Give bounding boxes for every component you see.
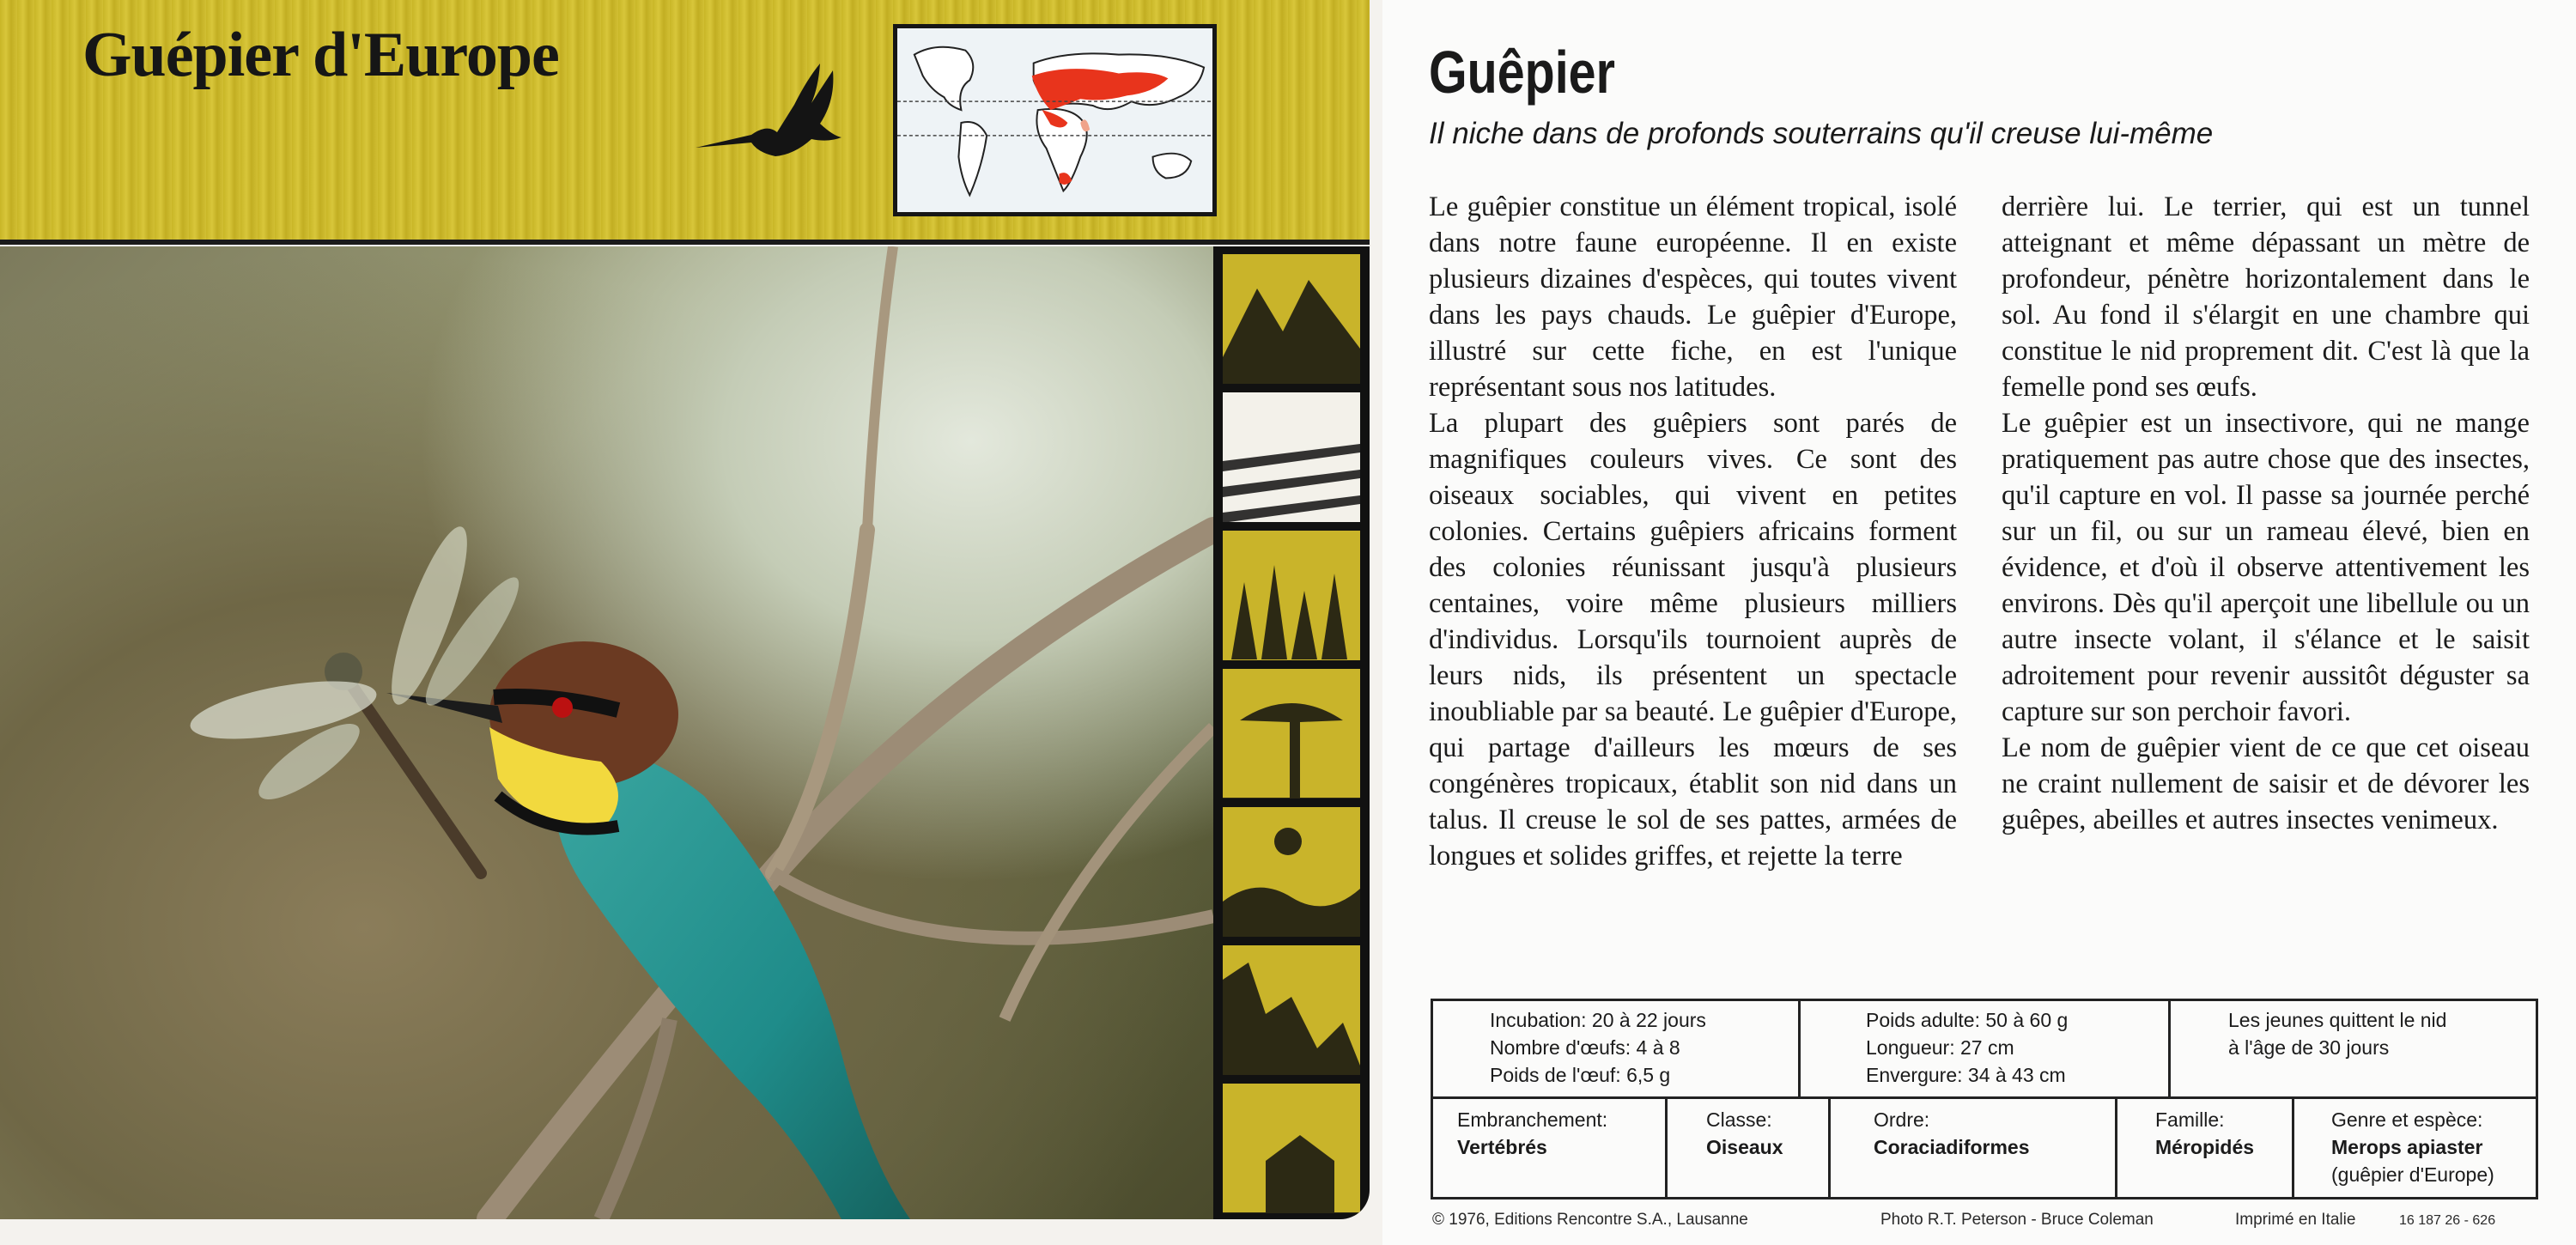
world-map-icon — [893, 24, 1217, 216]
habitat-panel-forest — [1220, 528, 1363, 663]
fact-value: Vertébrés — [1457, 1136, 1547, 1158]
back-title: Guêpier — [1429, 39, 1615, 106]
fact-young-line1: Les jeunes quittent le nid — [2228, 1009, 2447, 1031]
fact-value: Coraciadiformes — [1874, 1136, 2030, 1158]
table-divider — [1828, 1096, 1831, 1197]
text-column-right — [2002, 189, 2530, 838]
habitat-panel-fields — [1220, 390, 1363, 525]
header-rule — [0, 240, 1370, 245]
fact-value: Merops apiaster — [2331, 1136, 2483, 1158]
fact-adult-weight: Poids adulte: 50 à 60 g — [1866, 1009, 2069, 1031]
table-divider — [1665, 1096, 1668, 1197]
fact-eggs: Nombre d'œufs: 4 à 8 — [1490, 1036, 1680, 1059]
fact-family — [2155, 1106, 2254, 1161]
fact-phylum — [1457, 1106, 1607, 1161]
back-subtitle: Il niche dans de profonds souterrains qu'il creuse lui-même — [1429, 117, 2214, 150]
bird-silhouette-icon — [691, 53, 863, 173]
fact-young — [2228, 1006, 2446, 1061]
card-back — [1382, 0, 2576, 1245]
bird-photo — [0, 246, 1213, 1219]
paragraph: derrière lui. Le terrier, qui est un tunnel atteignant et même dépassant un mètre de profondeur, pénètre horizontalement dans le sol. Au fond il s'élargit en une chambre qui constitue le nid proprement dit. C'est là que la femelle pond ses œufs. — [2002, 191, 2530, 403]
fact-value: Méropidés — [2155, 1136, 2255, 1158]
fact-size — [1866, 1006, 2068, 1089]
fact-reproduction — [1490, 1006, 1706, 1089]
fact-label: Classe: — [1706, 1108, 1772, 1131]
habitat-strip — [1213, 246, 1370, 1219]
fact-order — [1874, 1106, 2030, 1161]
fact-label: Ordre: — [1874, 1108, 1930, 1131]
table-divider — [2115, 1096, 2117, 1197]
table-divider — [1798, 1001, 1801, 1096]
paragraph: Le nom de guêpier vient de ce que cet oiseau ne craint nullement de saisir et de dévorer les guêpes, abeilles et autres insectes venimeux. — [2002, 732, 2530, 835]
fact-wingspan: Envergure: 34 à 43 cm — [1866, 1064, 2066, 1086]
table-divider — [2168, 1001, 2171, 1096]
paragraph: Le guêpier constitue un élément tropical, isolé dans notre faune européenne. Il en existe plusieurs dizaines d'espèces, qui toutes vivent dans les pays chauds. Le guêpier d'Europe, illustré sur cette fiche, en est l'unique représentant sous nos latitudes. — [1429, 191, 1957, 403]
paragraph: Le guêpier est un insectivore, qui ne mange pratiquement pas autre chose que des insectes, qu'il capture en vol. Il passe sa journée perché sur un fil, ou sur un rameau élevé, bien en évidence, et d'où il observe attentivement les environs. Dès qu'il aperçoit une libellule ou un autre insecte volant, il s'élance et le saisit adroitement pour revenir aussitôt déguster sa capture sur son perchoir favori. — [2002, 408, 2530, 727]
fact-class — [1706, 1106, 1783, 1161]
habitat-panel-desert — [1220, 805, 1363, 939]
habitat-panel-savanna — [1220, 666, 1363, 801]
fact-value: Oiseaux — [1706, 1136, 1783, 1158]
fact-egg-weight: Poids de l'œuf: 6,5 g — [1490, 1064, 1671, 1086]
fact-note: (guêpier d'Europe) — [2331, 1163, 2494, 1186]
paragraph: La plupart des guêpiers sont parés de magnifiques couleurs vives. Ce sont des oiseaux sociables, qui vivent en petites colonies. Certains guêpiers africains forment des colonies réunissant jusqu'à plusieurs centaines, voire même plusieurs milliers d'individus. Lorsqu'ils tournoient auprès de leurs nids, ils présentent un spectacle inoubliable par sa beauté. Le guêpier d'Europe, qui partage d'ailleurs les mœurs de ses congénères tropicaux, établit son nid dans un talus. Il creuse le sol de ses pattes, armées de longues et solides griffes, et rejette la terre — [1429, 408, 1957, 872]
copyright: © 1976, Editions Rencontre S.A., Lausanne — [1432, 1211, 1748, 1229]
fact-label: Famille: — [2155, 1108, 2225, 1131]
fact-label: Genre et espèce: — [2331, 1108, 2483, 1131]
facts-table — [1431, 999, 2538, 1199]
table-divider — [2292, 1096, 2294, 1197]
text-column-left — [1429, 189, 1957, 874]
habitat-panel-mountains — [1220, 252, 1363, 386]
table-divider — [1433, 1096, 2536, 1099]
fact-label: Embranchement: — [1457, 1108, 1608, 1131]
card-title: Guépier d'Europe — [82, 20, 559, 90]
photo-credit: Photo R.T. Peterson - Bruce Coleman — [1880, 1211, 2154, 1229]
card-header — [0, 0, 1370, 243]
fact-length: Longueur: 27 cm — [1866, 1036, 2014, 1059]
fact-incubation: Incubation: 20 à 22 jours — [1490, 1009, 1706, 1031]
printed-in: Imprimé en Italie — [2235, 1211, 2356, 1229]
fact-young-line2: à l'âge de 30 jours — [2228, 1036, 2390, 1059]
habitat-panel-cliffs — [1220, 943, 1363, 1078]
habitat-panel-village — [1220, 1081, 1363, 1216]
fact-species — [2331, 1106, 2494, 1188]
card-code: 16 187 26 - 626 — [2399, 1213, 2496, 1228]
